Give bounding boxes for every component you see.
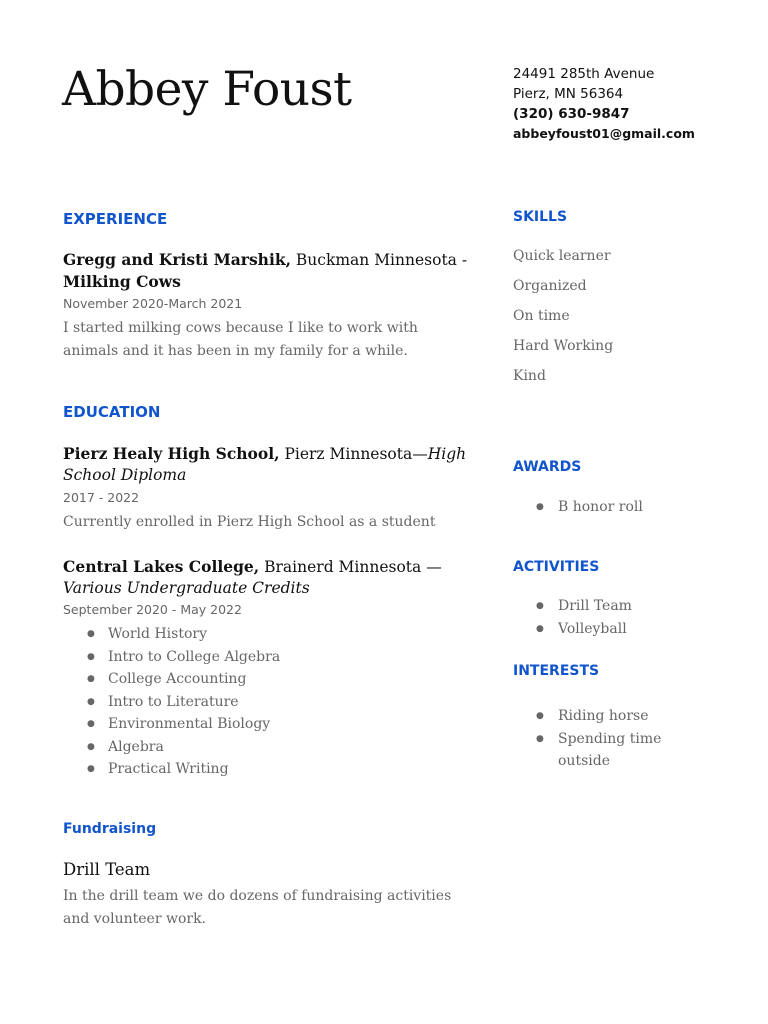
list-item: ● Intro to College Algebra — [63, 646, 473, 669]
skills-heading: SKILLS — [513, 209, 568, 225]
education-role-1: High School Diploma — [63, 445, 467, 484]
candidate-name: Abbey Foust — [62, 62, 352, 117]
experience-org: Gregg and Kristi Marshik, — [63, 250, 291, 269]
list-item: ● B honor roll — [513, 496, 673, 519]
activities-list — [513, 595, 673, 640]
skill-item: On time — [513, 308, 570, 324]
experience-date: November 2020-March 2021 — [63, 296, 243, 311]
skill-item: Kind — [513, 368, 546, 384]
list-item: ● Intro to Literature — [63, 691, 473, 714]
skill-item: Organized — [513, 278, 587, 294]
contact-block — [513, 64, 695, 144]
education-location-1: Pierz Minnesota— — [279, 445, 428, 463]
list-item: ● Drill Team — [513, 595, 673, 618]
interests-heading: INTERESTS — [513, 663, 600, 679]
education-date-2: September 2020 - May 2022 — [63, 602, 242, 617]
education-date-1: 2017 - 2022 — [63, 490, 140, 505]
list-item: ● World History — [63, 623, 473, 646]
list-item: ● Volleyball — [513, 618, 673, 641]
experience-location: Buckman Minnesota - — [290, 251, 468, 269]
phone-number: (320) 630-9847 — [513, 106, 630, 122]
education-heading: EDUCATION — [63, 403, 161, 421]
education-entry-title-2 — [63, 556, 473, 599]
experience-role: Milking Cows — [63, 272, 181, 291]
experience-description: I started milking cows because I like to work with animals and it has been in my family for a while. — [63, 320, 418, 359]
course-list — [63, 623, 473, 781]
education-location-2: Brainerd Minnesota — — [259, 558, 442, 576]
list-item: ● College Accounting — [63, 668, 473, 691]
interests-list — [513, 705, 663, 773]
skill-item: Hard Working — [513, 338, 614, 354]
education-entry-title-1 — [63, 443, 473, 486]
activities-heading: ACTIVITIES — [513, 559, 600, 575]
education-org-2: Central Lakes College, — [63, 557, 260, 576]
list-item: ● Environmental Biology — [63, 713, 473, 736]
list-item: ● Algebra — [63, 736, 473, 759]
skill-item: Quick learner — [513, 248, 611, 264]
fundraising-title: Drill Team — [63, 860, 151, 879]
experience-entry-title — [63, 249, 473, 293]
address-line-1: 24491 285th Avenue — [513, 66, 655, 82]
address-line-2: Pierz, MN 56364 — [513, 86, 624, 102]
awards-list — [513, 496, 673, 519]
experience-heading: EXPERIENCE — [63, 210, 168, 228]
list-item: ● Riding horse — [513, 705, 663, 728]
fundraising-heading: Fundraising — [63, 821, 157, 837]
email-address[interactable]: abbeyfoust01@gmail.com — [513, 126, 695, 141]
education-description-1: Currently enrolled in Pierz High School as a student — [63, 514, 436, 530]
education-org-1: Pierz Healy High School, — [63, 444, 280, 463]
education-role-2: Various Undergraduate Credits — [63, 579, 310, 597]
fundraising-description: In the drill team we do dozens of fundraising activities and volunteer work. — [63, 888, 452, 927]
list-item: ● Spending time outside — [513, 728, 663, 773]
list-item: ● Practical Writing — [63, 758, 473, 781]
awards-heading: AWARDS — [513, 459, 582, 475]
